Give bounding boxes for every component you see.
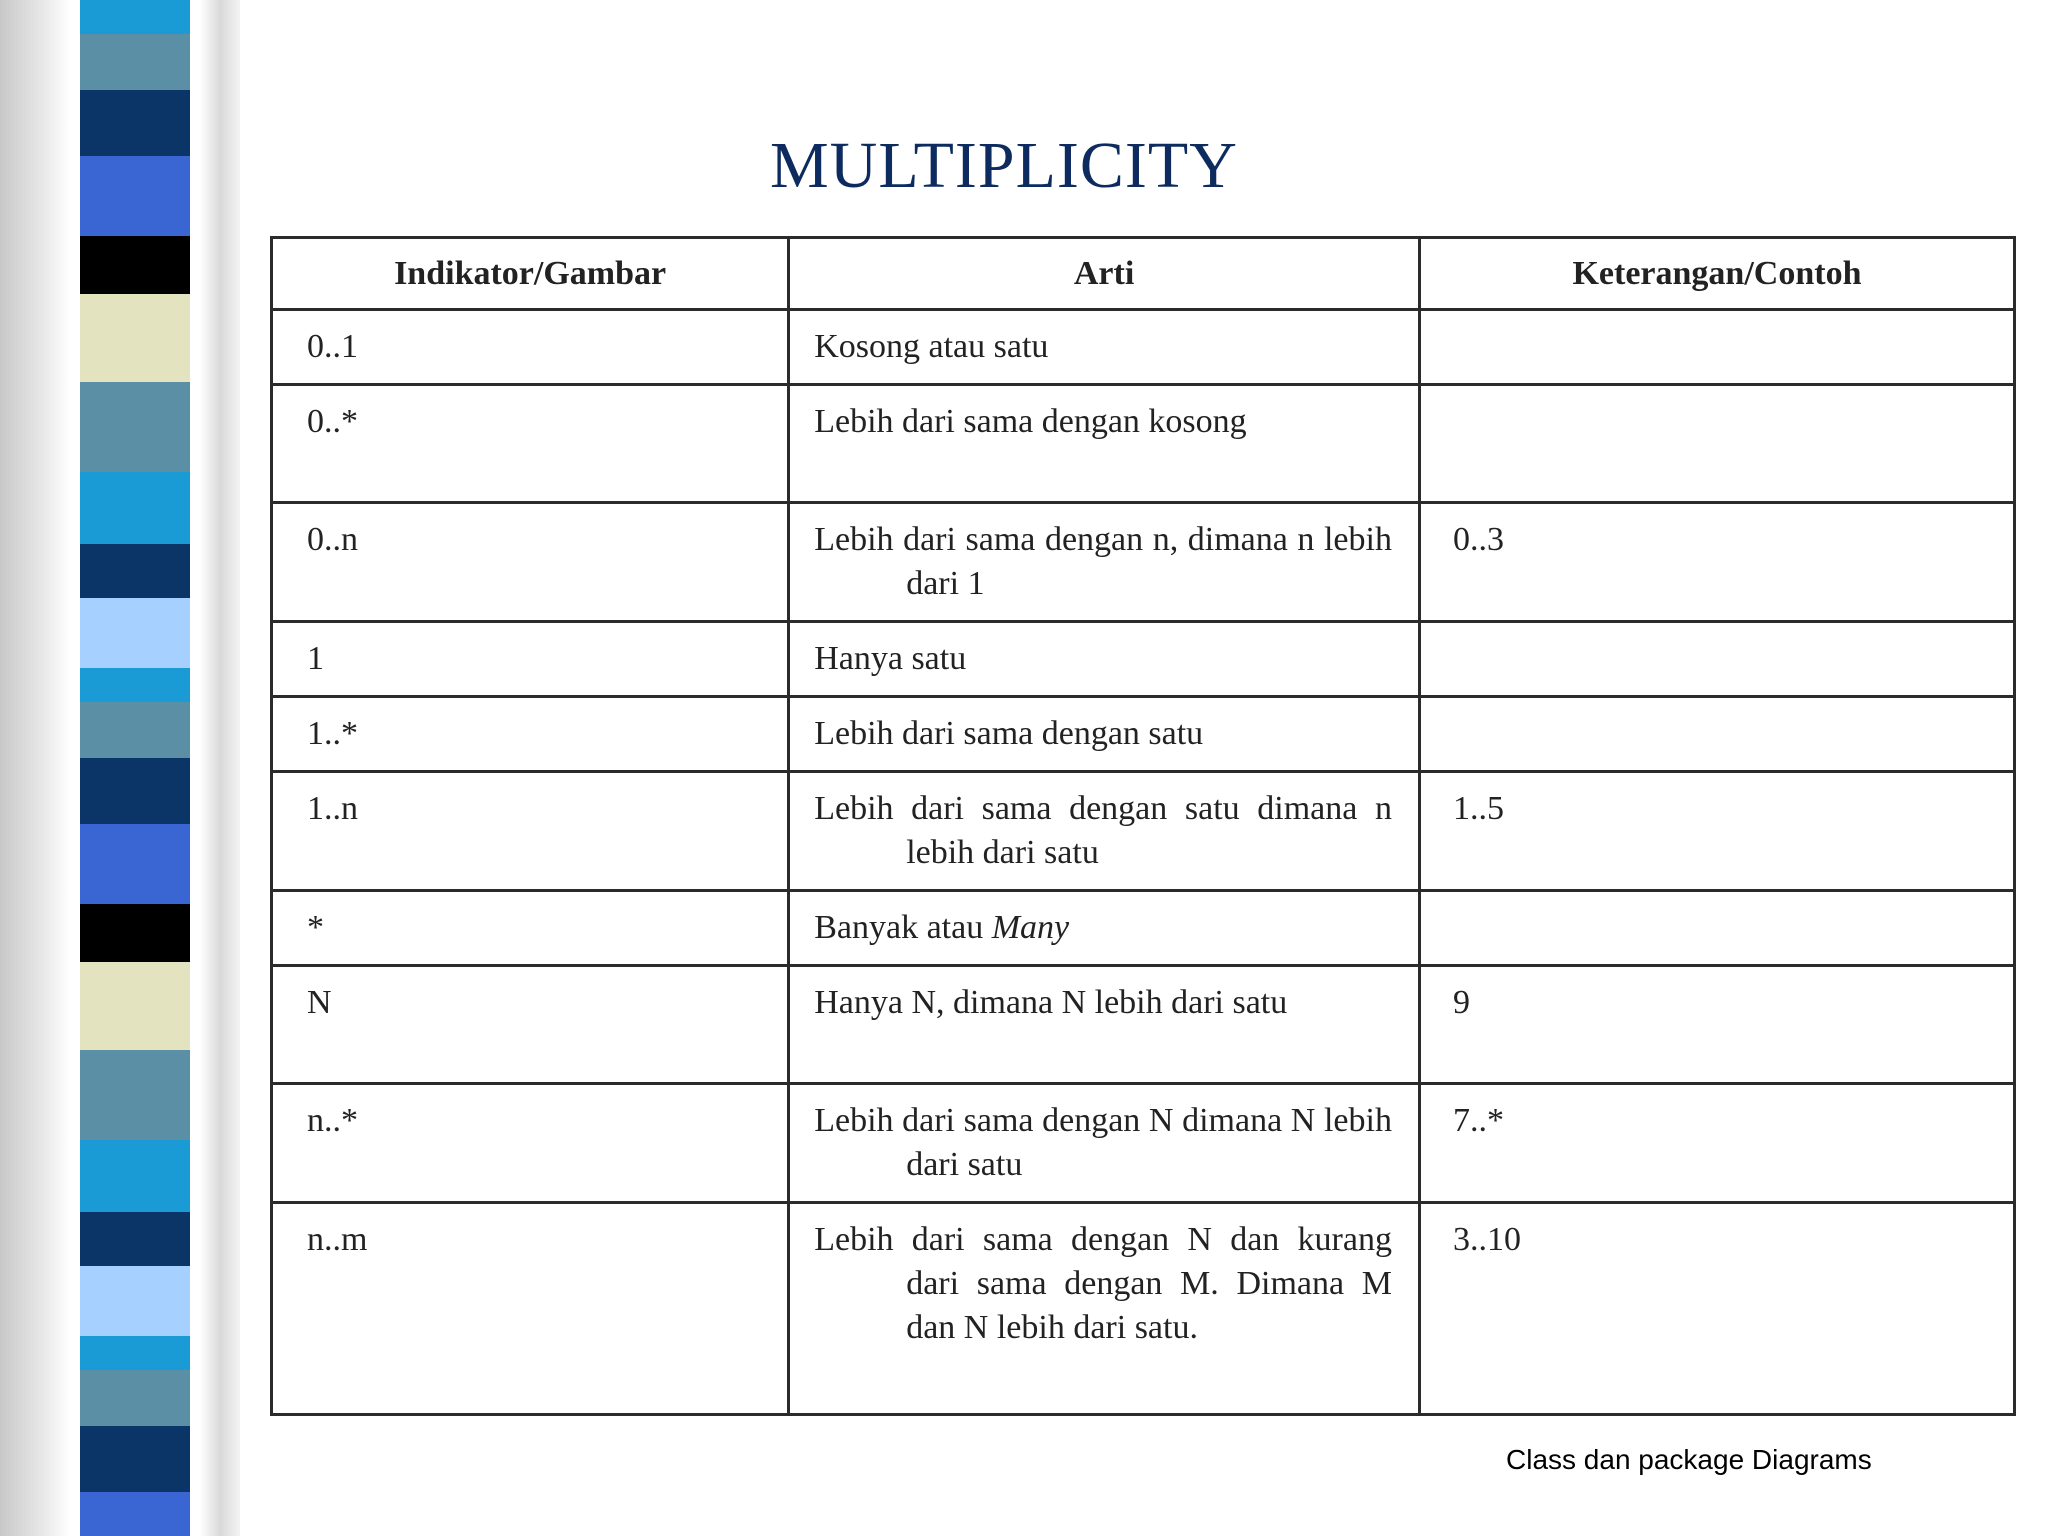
table-row <box>272 1084 2015 1203</box>
footer-caption: Class dan package Diagrams <box>1506 1444 1872 1475</box>
cell-arti <box>789 503 1420 622</box>
stripe-segment <box>80 758 190 824</box>
stripe-segment <box>80 598 190 668</box>
table-header-row <box>272 238 2015 310</box>
cell-keterangan: 1..5 <box>1419 772 2014 891</box>
header-indikator: Indikator/Gambar <box>272 238 789 310</box>
cell-keterangan <box>1419 622 2014 697</box>
cell-arti <box>789 310 1420 385</box>
cell-keterangan <box>1419 697 2014 772</box>
table-row <box>272 622 2015 697</box>
multiplicity-table <box>270 236 2016 1416</box>
stripe-segment <box>80 34 190 90</box>
stripe-segment <box>80 1426 190 1492</box>
table-row <box>272 503 2015 622</box>
stripe-segment <box>80 962 190 1050</box>
stripe-segment <box>80 0 190 34</box>
stripe-segment <box>80 702 190 758</box>
arti-text: Lebih dari sama dengan N dimana N lebih dari satu <box>814 1102 1392 1183</box>
arti-text: Hanya satu <box>814 640 967 677</box>
stripe-segment <box>80 1492 190 1536</box>
cell-arti <box>789 622 1420 697</box>
stripe-segment <box>80 90 190 156</box>
cell-arti <box>789 697 1420 772</box>
cell-keterangan: 7..* <box>1419 1084 2014 1203</box>
arti-text: Hanya N, dimana N lebih dari satu <box>814 984 1288 1021</box>
stripe-segment <box>80 1266 190 1336</box>
cell-indikator: 1..n <box>272 772 789 891</box>
cell-indikator: * <box>272 891 789 966</box>
cell-keterangan: 9 <box>1419 966 2014 1084</box>
header-keterangan: Keterangan/Contoh <box>1419 238 2014 310</box>
stripe-segment <box>80 544 190 598</box>
stripe-segment <box>80 824 190 904</box>
cell-keterangan <box>1419 310 2014 385</box>
cell-indikator: 1..* <box>272 697 789 772</box>
stripe-segment <box>80 1336 190 1370</box>
table-row <box>272 772 2015 891</box>
stripe-segment <box>80 1212 190 1266</box>
stripe-segment <box>80 472 190 544</box>
cell-indikator: 1 <box>272 622 789 697</box>
table-row <box>272 310 2015 385</box>
table-row <box>272 385 2015 503</box>
table-row <box>272 697 2015 772</box>
decorative-stripe-bar <box>0 0 240 1536</box>
cell-indikator: 0..* <box>272 385 789 503</box>
cell-keterangan <box>1419 385 2014 503</box>
cell-arti <box>789 966 1420 1084</box>
stripe-segment <box>80 904 190 962</box>
cell-indikator: n..* <box>272 1084 789 1203</box>
stripe-segment <box>80 1140 190 1212</box>
arti-text: Kosong atau satu <box>814 328 1049 365</box>
cell-arti <box>789 891 1420 966</box>
cell-indikator: N <box>272 966 789 1084</box>
decorative-stripes <box>80 0 190 1536</box>
arti-plain: Banyak atau <box>814 909 984 946</box>
arti-text: Lebih dari sama dengan kosong <box>814 403 1247 440</box>
table-row <box>272 891 2015 966</box>
stripe-segment <box>80 668 190 702</box>
arti-emphasis: Many <box>991 909 1070 946</box>
stripe-segment <box>80 156 190 236</box>
cell-arti <box>789 1084 1420 1203</box>
arti-text: Lebih dari sama dengan N dan kurang dari sama dengan M. Dimana M dan N lebih dari satu. <box>814 1221 1392 1346</box>
cell-keterangan <box>1419 891 2014 966</box>
table-row <box>272 966 2015 1084</box>
table-row <box>272 1203 2015 1415</box>
header-arti: Arti <box>789 238 1420 310</box>
arti-text: Lebih dari sama dengan satu <box>814 715 1204 752</box>
cell-arti <box>789 772 1420 891</box>
stripe-segment <box>80 1050 190 1140</box>
cell-keterangan: 0..3 <box>1419 503 2014 622</box>
cell-arti <box>789 1203 1420 1415</box>
cell-keterangan: 3..10 <box>1419 1203 2014 1415</box>
stripe-segment <box>80 1370 190 1426</box>
cell-indikator: n..m <box>272 1203 789 1415</box>
cell-indikator: 0..n <box>272 503 789 622</box>
arti-text: Lebih dari sama dengan n, dimana n lebih dari 1 <box>814 521 1392 602</box>
arti-text <box>814 906 1392 950</box>
cell-arti <box>789 385 1420 503</box>
stripe-segment <box>80 294 190 382</box>
arti-text: Lebih dari sama dengan satu dimana n lebih dari satu <box>814 790 1392 871</box>
cell-indikator: 0..1 <box>272 310 789 385</box>
slide-title: MULTIPLICITY <box>770 129 1238 202</box>
stripe-segment <box>80 236 190 294</box>
stripe-segment <box>80 382 190 472</box>
